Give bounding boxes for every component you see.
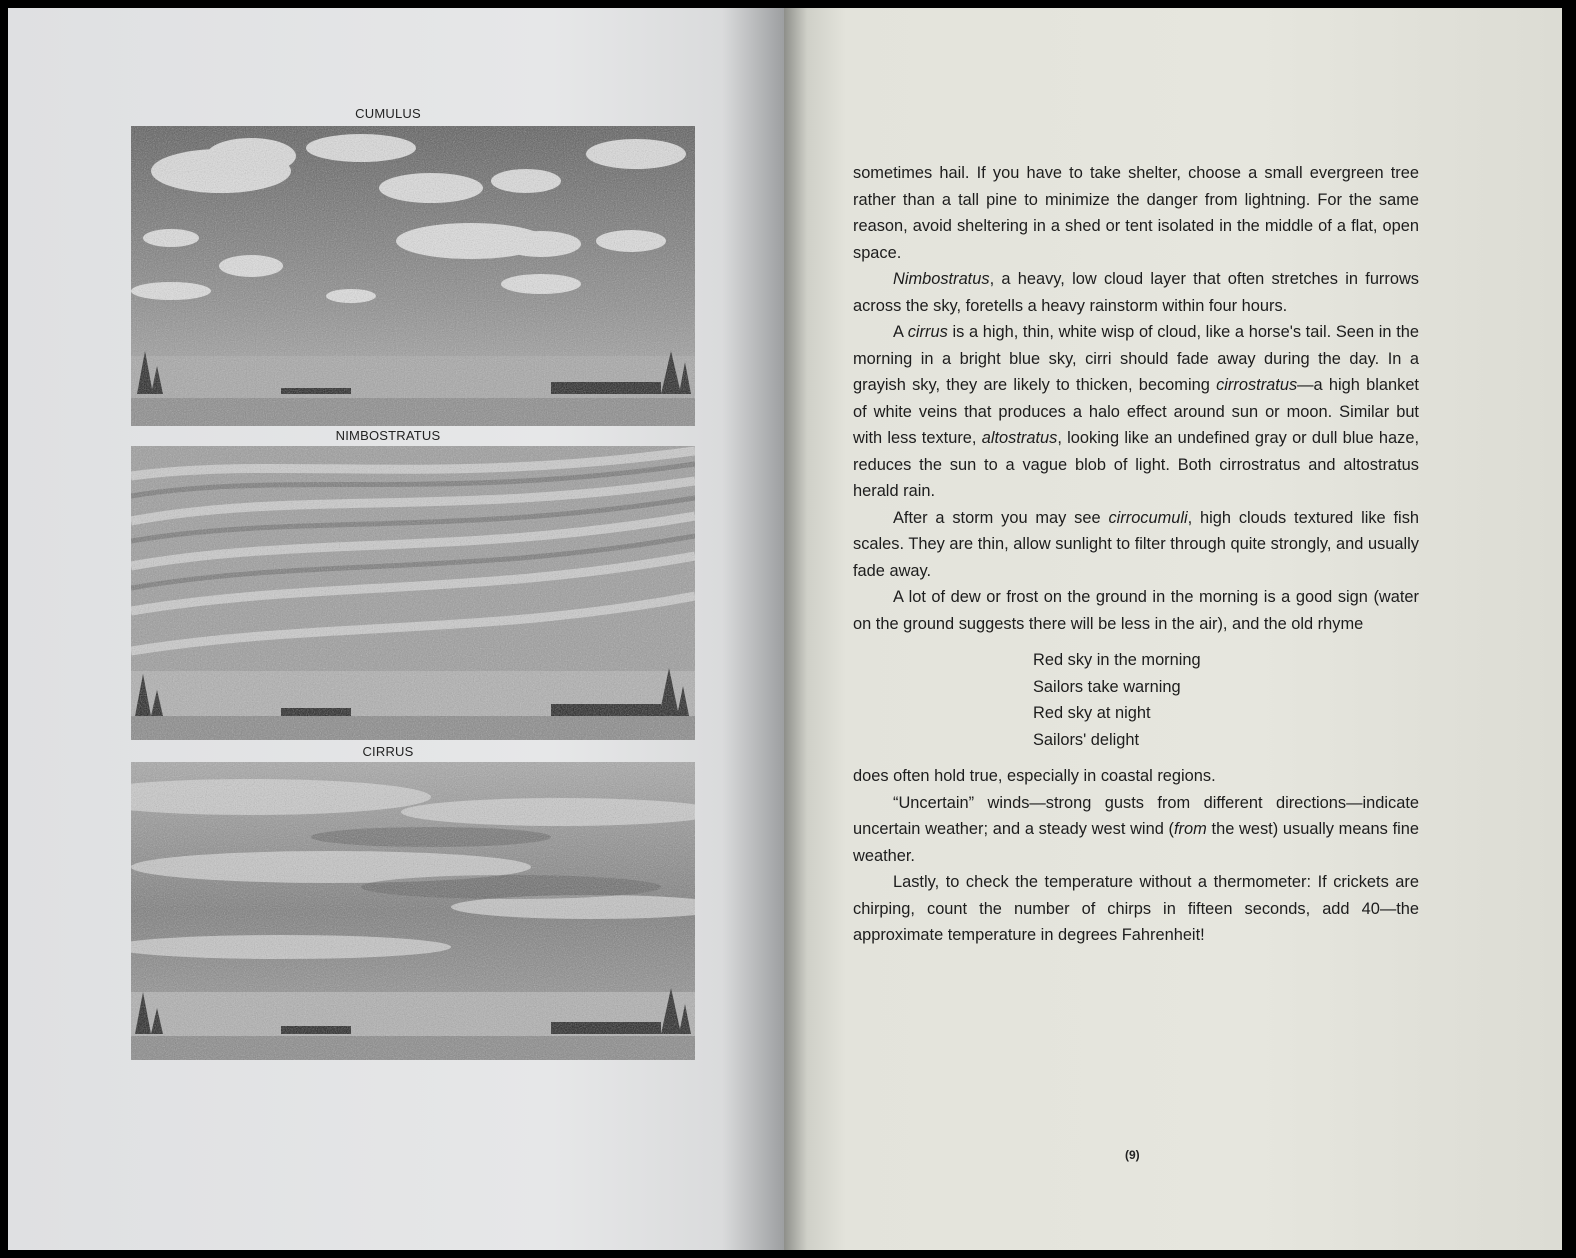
italic-term: cirrocumuli: [1108, 508, 1188, 527]
page-number: (9): [1125, 1148, 1140, 1162]
italic-term: altostratus: [981, 429, 1058, 447]
text-run: A: [893, 323, 908, 341]
text-run: A lot of dew or frost on the ground in the morning is a good sign (water on the ground suggests there will be less in the air), and the old rhyme: [853, 588, 1419, 633]
paragraph: [853, 790, 1419, 870]
plate-label-cumulus: CUMULUS: [355, 106, 421, 121]
text-run: —a high blanket of white veins that produces a halo effect around sun or moon. Similar but with less texture,: [853, 376, 1419, 447]
text-run: , looking like an undefined gray or dull blue haze, reduces the sun to a vague blob of light. Both cirrostratus and altostratus herald rain.: [853, 429, 1419, 500]
text-run: is a high, thin, white wisp of cloud, like a horse's tail. Seen in the morning in a bright blue sky, cirri should fade away during the day. In a grayish sky, they are likely to thicken, becoming: [853, 323, 1419, 394]
plate-label-cirrus: CIRRUS: [362, 744, 414, 759]
text-run: , high clouds textured like fish scales. They are thin, allow sunlight to filter through quite strongly, and usually fade away.: [853, 508, 1420, 580]
text-run: , a heavy, low cloud layer that often stretches in furrows across the sky, foretells a heavy rainstorm within four hours.: [853, 270, 1419, 315]
text-run: After a storm you may see: [893, 508, 1109, 527]
italic-term: cirrostratus: [1216, 376, 1298, 394]
paragraph: [853, 319, 1419, 505]
poem-line: Red sky at night: [1033, 704, 1151, 722]
italic-term: cirrus: [907, 323, 948, 341]
text-run: sometimes hail. If you have to take shelter, choose a small evergreen tree rather than a tall pine to minimize the danger from lightning. For the same reason, avoid sheltering in a shed or tent isolated in the middle of a flat, open space.: [853, 164, 1419, 262]
body-text: [853, 160, 1419, 949]
paragraph: [853, 160, 1419, 266]
paragraph: [853, 763, 1419, 790]
poem-line: Sailors' delight: [1033, 730, 1140, 749]
text-run: the west) usually means fine weather.: [853, 820, 1420, 865]
text-run: does often hold true, especially in coastal regions.: [853, 767, 1216, 785]
poem-line: Sailors take warning: [1033, 677, 1181, 696]
plate-label-nimbostratus: NIMBOSTRATUS: [335, 428, 441, 443]
nimbostratus-illustration: [131, 446, 695, 740]
paragraph: [853, 584, 1419, 637]
paragraph: [853, 869, 1419, 949]
poem-line: Red sky in the morning: [1033, 651, 1201, 669]
cumulus-illustration: [131, 126, 695, 426]
paragraph: [853, 266, 1419, 319]
poem: [1033, 647, 1419, 753]
italic-term: from: [1174, 820, 1207, 838]
italic-term: Nimbostratus: [893, 270, 990, 288]
text-run: “Uncertain” winds—strong gusts from different directions—indicate uncertain weather; and a steady west wind (: [853, 793, 1419, 838]
cirrus-illustration: [131, 762, 695, 1060]
text-run: Lastly, to check the temperature without a thermometer: If crickets are chirping, count the number of chirps in fifteen seconds, add 40—the approximate temperature in degrees Fahrenheit!: [853, 873, 1419, 944]
paragraph: [853, 505, 1419, 585]
